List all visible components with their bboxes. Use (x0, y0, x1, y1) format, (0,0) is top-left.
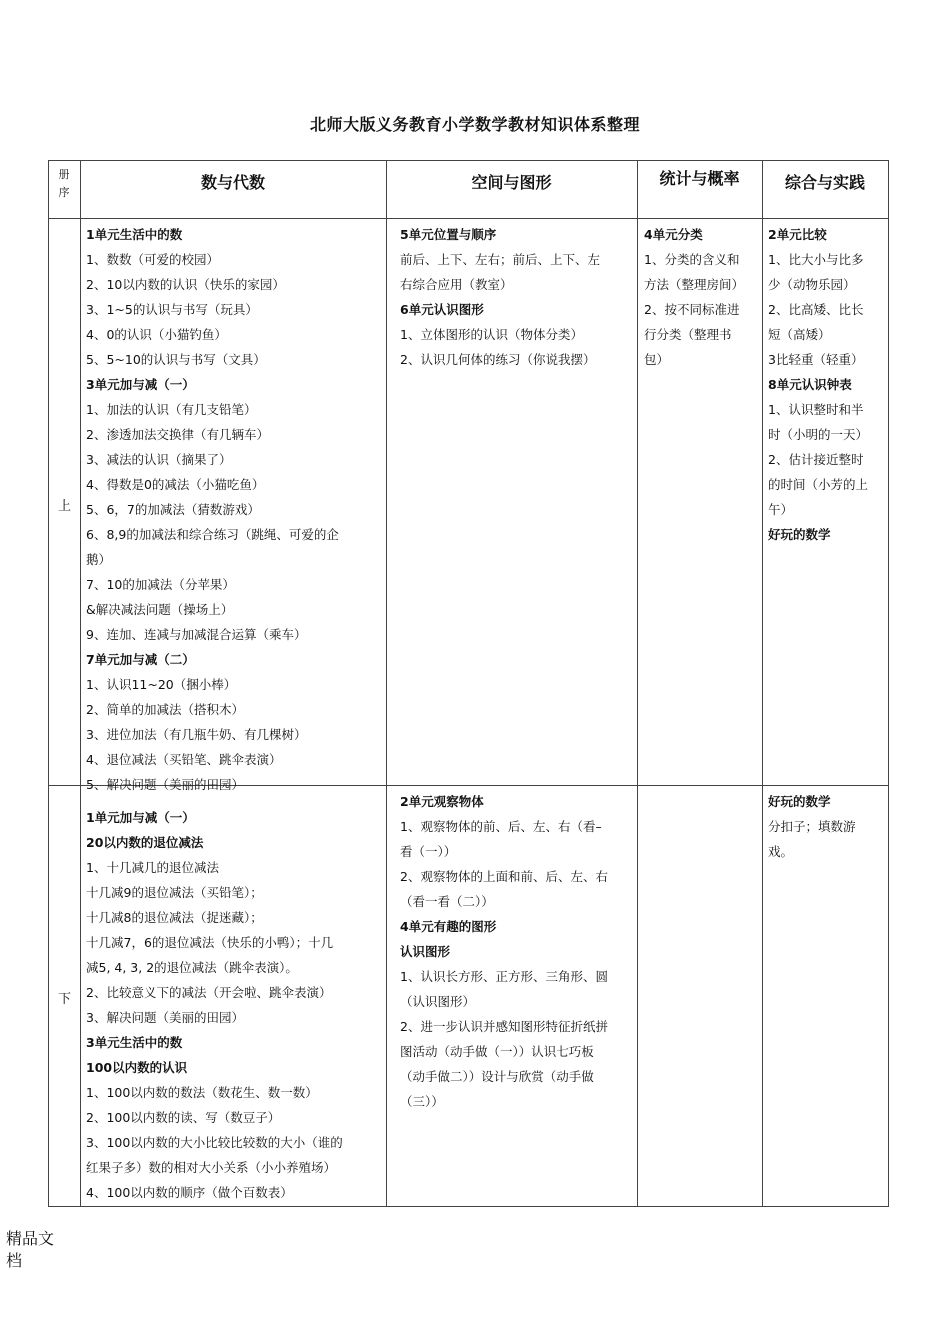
column-divider-1 (80, 160, 81, 1207)
list-item: 2、观察物体的上面和前、后、左、右 (400, 869, 608, 884)
list-item: 方法（整理房间） (644, 277, 745, 292)
list-item: 3比轻重（轻重） (768, 352, 864, 367)
cell-lower-practice (768, 789, 887, 1205)
unit-heading: 20以内数的退位减法 (86, 835, 204, 850)
unit-heading: 7单元加与减（二） (86, 652, 195, 667)
list-item: 1、立体图形的认识（物体分类） (400, 327, 583, 342)
volume-label-upper: 上 (58, 499, 72, 514)
list-item: 戏。 (768, 844, 794, 859)
unit-heading: 3单元加与减（一） (86, 377, 195, 392)
list-item: 5、解决问题（美丽的田园） (86, 777, 244, 792)
header-volume (48, 166, 80, 202)
list-item: 1、十几减几的退位减法 (86, 860, 219, 875)
unit-heading: 认识图形 (400, 944, 451, 959)
list-item: 2、按不同标准进 (644, 302, 740, 317)
list-item: 2、比高矮、比长 (768, 302, 864, 317)
footer-line-1: 精品文 (6, 1229, 55, 1248)
list-item: 3、1~5的认识与书写（玩具） (86, 302, 258, 317)
table-left-border (48, 160, 49, 1207)
list-item: 4、退位减法（买铅笔、跳伞表演） (86, 752, 282, 767)
unit-heading: 4单元有趣的图形 (400, 919, 497, 934)
list-item: 2、10以内数的认识（快乐的家园） (86, 277, 285, 292)
list-item: 3、解决问题（美丽的田园） (86, 1010, 244, 1025)
header-practice: 综合与实践 (784, 173, 865, 192)
list-item: 1、100以内数的数法（数花生、数一数） (86, 1085, 318, 1100)
list-item: 红果子多）数的相对大小关系（小小养殖场） (86, 1160, 337, 1175)
header-algebra: 数与代数 (200, 173, 265, 192)
list-item: 1、数数（可爱的校园） (86, 252, 219, 267)
list-item: &解决减法问题（操场上） (86, 602, 234, 617)
list-item: 1、比大小与比多 (768, 252, 864, 267)
list-item: 2、100以内数的读、写（数豆子） (86, 1110, 281, 1125)
table-right-border (888, 160, 889, 1207)
cell-lower-algebra (86, 805, 384, 1205)
list-item: 2、估计接近整时 (768, 452, 864, 467)
list-item: 1、分类的含义和 (644, 252, 740, 267)
list-item: 4、100以内数的顺序（做个百数表） (86, 1185, 293, 1200)
list-item: 午） (768, 502, 794, 517)
list-item: 7、10的加减法（分苹果） (86, 577, 235, 592)
unit-heading: 5单元位置与顺序 (400, 227, 497, 242)
list-item: 前后、上下、左右；前后、上下、左 (400, 252, 601, 267)
unit-heading: 好玩的数学 (768, 794, 831, 809)
column-divider-3 (637, 160, 638, 1207)
cell-lower-statistics (644, 789, 761, 1205)
list-item: 6、8,9的加减法和综合练习（跳绳、可爱的企 (86, 527, 339, 542)
volume-label-lower: 下 (58, 992, 72, 1007)
list-item: 9、连加、连减与加减混合运算（乘车） (86, 627, 307, 642)
document-title: 北师大版义务教育小学数学教材知识体系整理 (309, 115, 640, 134)
header-volume-char-1: 册 (58, 168, 70, 181)
list-item: 2、渗透加法交换律（有几辆车） (86, 427, 269, 442)
list-item: 1、认识11~20（捆小棒） (86, 677, 237, 692)
list-item: 图活动（动手做（一））认识七巧板 (400, 1044, 594, 1059)
cell-upper-geometry (400, 222, 636, 784)
cell-upper-algebra (86, 222, 384, 792)
unit-heading: 3单元生活中的数 (86, 1035, 183, 1050)
list-item: 时（小明的一天） (768, 427, 869, 442)
unit-heading: 1单元生活中的数 (86, 227, 183, 242)
list-item: 2、简单的加减法（搭积木） (86, 702, 244, 717)
cell-upper-practice (768, 222, 887, 784)
list-item: 行分类（整理书 (644, 327, 732, 342)
column-divider-4 (762, 160, 763, 1207)
list-item: 2、进一步认识并感知图形特征折纸拼 (400, 1019, 608, 1034)
cell-upper-statistics (644, 222, 761, 784)
list-item: 看（一）） (400, 844, 457, 859)
list-item: 1、认识整时和半 (768, 402, 864, 417)
header-statistics: 统计与概率 (659, 169, 740, 188)
list-item: 4、得数是0的减法（小猫吃鱼） (86, 477, 265, 492)
header-geometry: 空间与图形 (471, 173, 552, 192)
list-item: 1、加法的认识（有几支铅笔） (86, 402, 257, 417)
list-item: （三）） (400, 1094, 444, 1109)
footer-line-2: 档 (6, 1251, 23, 1270)
unit-heading: 2单元比较 (768, 227, 827, 242)
list-item: 十几减9的退位减法（买铅笔）； (86, 885, 263, 900)
unit-heading: 8单元认识钟表 (768, 377, 852, 392)
list-item: 3、减法的认识（摘果了） (86, 452, 232, 467)
list-item: 2、比较意义下的减法（开会啦、跳伞表演） (86, 985, 332, 1000)
header-volume-char-2: 序 (58, 186, 70, 199)
unit-heading: 100以内数的认识 (86, 1060, 188, 1075)
unit-heading: 6单元认识图形 (400, 302, 484, 317)
list-item: 少（动物乐园） (768, 277, 856, 292)
list-item: 的时间（小芳的上 (768, 477, 869, 492)
list-item: （动手做二））设计与欣赏（动手做 (400, 1069, 594, 1084)
cell-lower-geometry (400, 789, 636, 1205)
list-item: 1、认识长方形、正方形、三角形、圆 (400, 969, 608, 984)
list-item: 3、100以内数的大小比较比较数的大小（谁的 (86, 1135, 343, 1150)
list-item: 2、认识几何体的练习（你说我摆） (400, 352, 596, 367)
list-item: 短（高矮） (768, 327, 831, 342)
list-item: 右综合应用（教室） (400, 277, 513, 292)
list-item: 十几减7，6的退位减法（快乐的小鸭）；十几 (86, 935, 334, 950)
list-item: 1、观察物体的前、后、左、右（看– (400, 819, 602, 834)
list-item: 5、6，7的加减法（猜数游戏） (86, 502, 260, 517)
list-item: （看一看（二）） (400, 894, 494, 909)
list-item: 鹅） (86, 552, 112, 567)
unit-heading: 1单元加与减（一） (86, 810, 195, 825)
list-item: 5、5~10的认识与书写（文具） (86, 352, 266, 367)
list-item: 4、0的认识（小猫钓鱼） (86, 327, 227, 342)
list-item: 分扣子；填数游 (768, 819, 856, 834)
list-item: 包） (644, 352, 670, 367)
list-item: 减5, 4, 3, 2的退位减法（跳伞表演）。 (86, 960, 298, 975)
unit-heading: 好玩的数学 (768, 527, 831, 542)
footer-watermark (6, 1228, 54, 1272)
list-item: 十几减8的退位减法（捉迷藏）； (86, 910, 263, 925)
unit-heading: 2单元观察物体 (400, 794, 484, 809)
list-item: （认识图形） (400, 994, 476, 1009)
unit-heading: 4单元分类 (644, 227, 703, 242)
list-item: 3、进位加法（有几瓶牛奶、有几棵树） (86, 727, 307, 742)
column-divider-2 (386, 160, 387, 1207)
